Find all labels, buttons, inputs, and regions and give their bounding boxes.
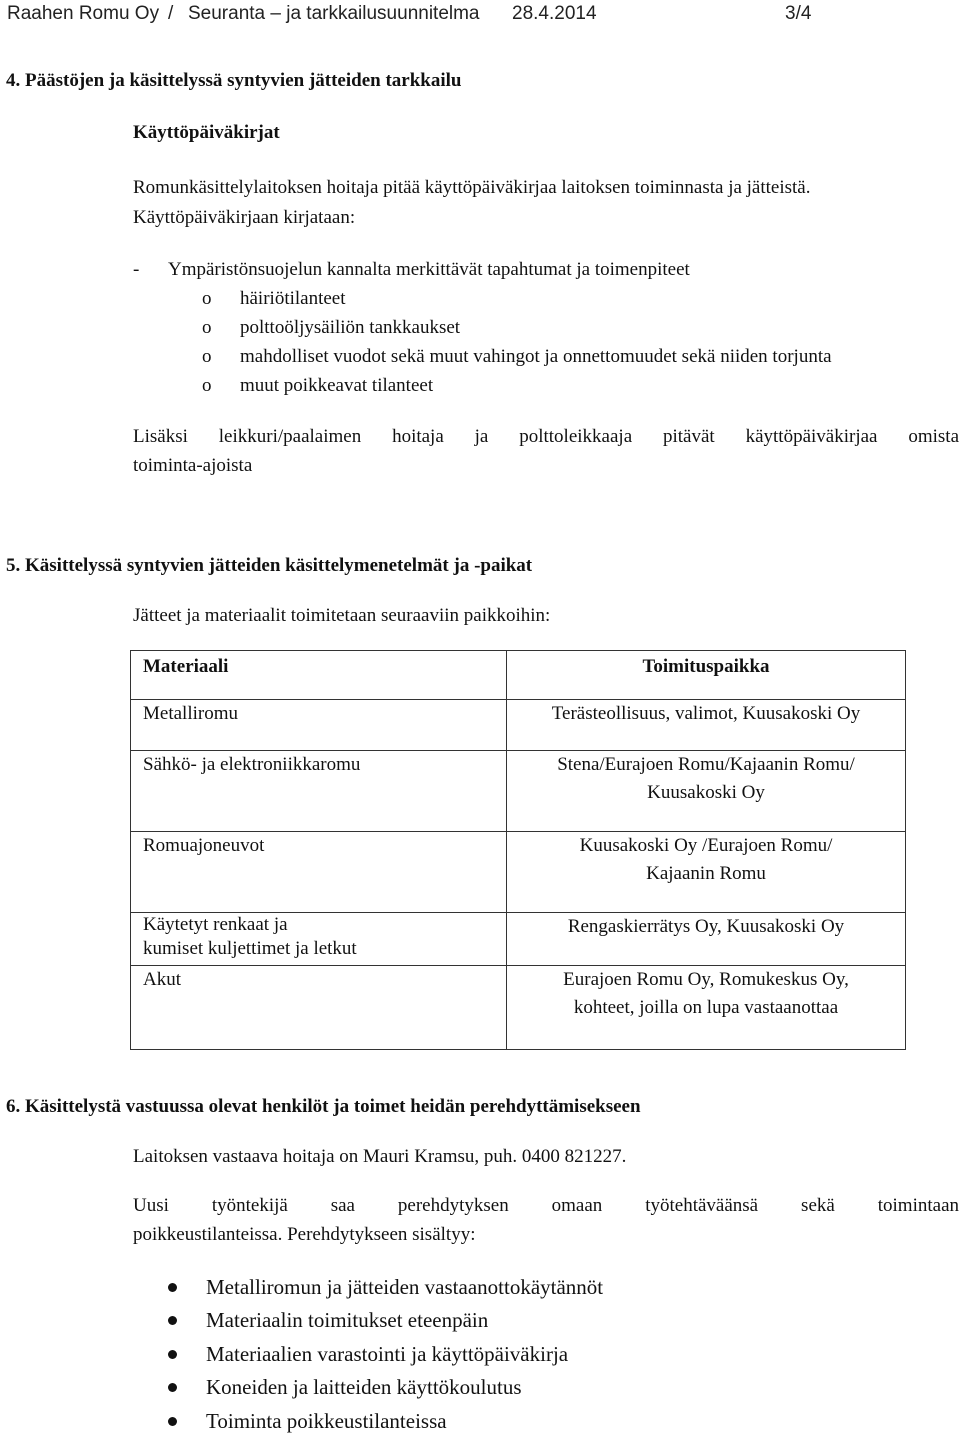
materials-table	[130, 650, 906, 1050]
sub-item: polttoöljysäiliön tankkaukset	[240, 317, 461, 338]
bullet-icon	[168, 1316, 177, 1325]
sub-item-marker: o	[202, 288, 212, 309]
bullet-icon	[168, 1417, 177, 1426]
table-row	[131, 966, 906, 1050]
table-row	[131, 832, 906, 913]
destination-cell	[507, 700, 906, 751]
section4-para2-line2: toiminta-ajoista	[133, 455, 253, 476]
header-date: 28.4.2014	[512, 3, 597, 24]
destination-cell	[507, 832, 906, 913]
column-header-material: Materiaali	[131, 651, 507, 700]
header-page-number: 3/4	[785, 3, 812, 24]
sub-item: häiriötilanteet	[240, 288, 346, 309]
sub-item-marker: o	[202, 317, 212, 338]
header-company: Raahen Romu Oy	[7, 3, 160, 24]
material-cell	[131, 913, 507, 966]
sub-item: mahdolliset vuodot sekä muut vahingot ja onnettomuudet sekä niiden torjunta	[240, 346, 832, 367]
destination-line: Kuusakoski Oy /Eurajoen Romu/	[579, 835, 833, 856]
destination-line: Stena/Eurajoen Romu/Kajaanin Romu/	[557, 754, 855, 775]
destination-line: Kuusakoski Oy	[647, 782, 765, 803]
section4-para2-line1: Lisäksi leikkuri/paalaimen hoitaja ja polttoleikkaaja pitävät käyttöpäiväkirjaa omista	[133, 426, 959, 447]
column-header-destination: Toimituspaikka	[507, 651, 906, 700]
section4-para1-line2: Käyttöpäiväkirjaan kirjataan:	[133, 207, 356, 228]
header-separator: /	[168, 3, 174, 24]
header-doc-title: Seuranta – ja tarkkailusuunnitelma	[188, 3, 480, 24]
material-line: kumiset kuljettimet ja letkut	[143, 938, 357, 959]
bullet-icon	[168, 1383, 177, 1392]
sub-item-marker: o	[202, 346, 212, 367]
material-cell: Romuajoneuvot	[131, 832, 507, 913]
table-header-row	[131, 651, 906, 700]
material-cell: Akut	[131, 966, 507, 1050]
destination-line: Rengaskierrätys Oy, Kuusakoski Oy	[567, 916, 845, 937]
section6-heading: 6. Käsittelystä vastuussa olevat henkilöt ja toimet heidän perehdyttämisekseen	[6, 1096, 641, 1117]
section5-heading: 5. Käsittelyssä syntyvien jätteiden käsittelymenetelmät ja -paikat	[6, 555, 533, 576]
bullet-item: Materiaalin toimitukset eteenpäin	[206, 1308, 489, 1332]
sub-item-marker: o	[202, 375, 212, 396]
section6-para-line2: poikkeustilanteissa. Perehdytykseen sisältyy:	[133, 1224, 476, 1245]
bullet-item: Toiminta poikkeustilanteissa	[206, 1409, 447, 1433]
table-row	[131, 913, 906, 966]
destination-line: kohteet, joilla on lupa vastaanottaa	[573, 997, 839, 1018]
material-cell: Metalliromu	[131, 700, 507, 751]
bullet-icon	[168, 1283, 177, 1292]
section6-para-line1: Uusi työntekijä saa perehdytyksen omaan työtehtäväänsä sekä toimintaan	[133, 1195, 959, 1216]
table-row	[131, 751, 906, 832]
destination-line: Terästeollisuus, valimot, Kuusakoski Oy	[551, 703, 861, 724]
section6-responsible: Laitoksen vastaava hoitaja on Mauri Kramsu, puh. 0400 821227.	[133, 1146, 627, 1167]
destination-cell	[507, 913, 906, 966]
dash-item: Ympäristönsuojelun kannalta merkittävät tapahtumat ja toimenpiteet	[168, 259, 690, 280]
destination-line: Eurajoen Romu Oy, Romukeskus Oy,	[563, 969, 849, 990]
section4-para1-line1: Romunkäsittelylaitoksen hoitaja pitää käyttöpäiväkirjaa laitoksen toiminnasta ja jätteistä.	[133, 177, 811, 198]
sub-item: muut poikkeavat tilanteet	[240, 375, 434, 396]
material-cell: Sähkö- ja elektroniikkaromu	[131, 751, 507, 832]
destination-line: Kajaanin Romu	[646, 863, 766, 884]
bullet-icon	[168, 1350, 177, 1359]
section4-subheading: Käyttöpäiväkirjat	[133, 122, 280, 143]
section5-intro: Jätteet ja materiaalit toimitetaan seuraaviin paikkoihin:	[133, 605, 551, 626]
bullet-item: Materiaalien varastointi ja käyttöpäiväkirja	[206, 1342, 569, 1366]
section4-heading: 4. Päästöjen ja käsittelyssä syntyvien jätteiden tarkkailu	[6, 70, 462, 91]
bullet-item: Metalliromun ja jätteiden vastaanottokäytännöt	[206, 1275, 604, 1299]
destination-cell	[507, 966, 906, 1050]
table-row	[131, 700, 906, 751]
bullet-item: Koneiden ja laitteiden käyttökoulutus	[206, 1375, 522, 1399]
destination-cell	[507, 751, 906, 832]
material-line: Käytetyt renkaat ja	[143, 914, 288, 935]
dash-marker: -	[133, 259, 140, 280]
